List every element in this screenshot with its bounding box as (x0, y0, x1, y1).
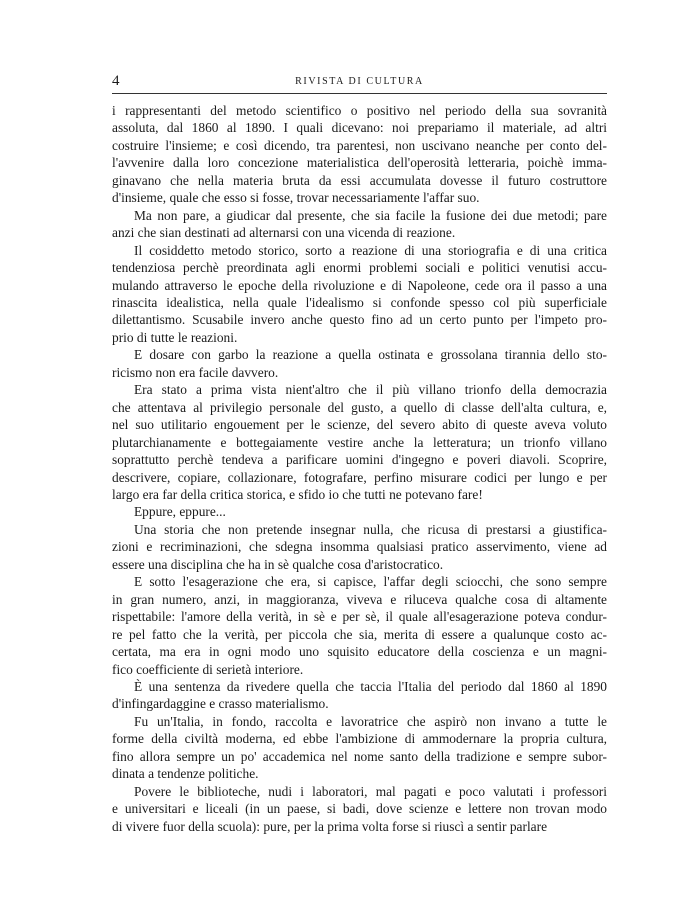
page-number: 4 (112, 73, 120, 89)
text-line: costruire l'insieme; e così dicendo, tra parentesi, non uscivano neanche per conto del- (112, 137, 607, 153)
text-line: di vivere fuor della scuola): pure, per la prima volta forse si riuscì a sentir parlare (112, 818, 548, 834)
text-line: forme della civiltà moderna, ed ebbe l'ambizione di ammodernare la propria cultura, (112, 731, 607, 747)
paragraph (112, 102, 607, 207)
text-line: re pel fatto che la verità, per piccola che sia, merita di essere a qualunque costo ac- (112, 626, 607, 642)
text-line: d'infingardaggine e crasso materialismo. (112, 696, 329, 712)
paragraph (112, 713, 607, 783)
text-line: Povere le biblioteche, nudi i laboratori, mal pagati e poco valutati i professori (134, 783, 607, 799)
text-line: descrivere, copiare, collazionare, fotografare, perfino misurare codici per lungo e per (112, 469, 607, 485)
text-line: nel suo utilitario engouement per le scienze, del severo abito di queste aveva voluto (112, 417, 607, 433)
text-line: Era stato a prima vista nient'altro che il più villano trionfo della democrazia (134, 382, 607, 398)
text-line: ricismo non era facile davvero. (112, 364, 279, 380)
body-text (112, 102, 607, 835)
paragraph (112, 346, 607, 381)
text-line: assoluta, dal 1860 al 1890. I quali dicevano: noi prepariamo il materiale, ad altri (112, 120, 607, 136)
paragraph (112, 783, 607, 835)
text-line: È una sentenza da rivedere quella che taccia l'Italia del periodo dal 1860 al 1890 (134, 678, 607, 694)
text-line: Una storia che non pretende insegnar nulla, che ricusa di prestarsi a giustifica- (134, 521, 607, 537)
text-line: E sotto l'esagerazione che era, si capisce, l'affar degli sciocchi, che sono sempre (134, 574, 607, 590)
text-line: Il cosiddetto metodo storico, sorto a reazione di una storiografia e di una critica (134, 242, 607, 258)
text-line: fino allora sempre un po' accademica nel nome santo della tradizione e sempre subor- (112, 748, 607, 764)
text-line: rinascita idealistica, nella quale l'idealismo si confonde spesso col più superficiale (112, 294, 607, 310)
running-title: RIVISTA DI CULTURA (295, 76, 424, 87)
text-line: i rappresentanti del metodo scientifico o positivo nel periodo della sua sovranità (112, 103, 607, 118)
text-line: essere una disciplina che ha in sè qualche cosa d'aristocratico. (112, 556, 444, 572)
text-line: mulando attraverso le epoche della rivoluzione e di Napoleone, cede ora il passo a una (112, 277, 607, 293)
text-line: in gran numero, anzi, in maggioranza, viveva e riluceva qualche cosa di altamente (112, 591, 607, 607)
paragraph (112, 242, 607, 347)
text-line: plutarchianamente e bottegaiamente vestire anche la letteratura; un trionfo villano (112, 434, 607, 450)
text-line: certata, ma era in ogni modo uno squisito educatore della coscienza e un magni- (112, 644, 607, 660)
paragraph (112, 207, 607, 242)
text-line: soprattutto perchè tendeva a parificare uomini d'ingegno e poveri diavoli. Scoprire, (112, 452, 607, 468)
paragraph (112, 381, 607, 503)
text-line: E dosare con garbo la reazione a quella ostinata e grossolana tirannia dello sto- (134, 347, 607, 363)
text-line: prio di tutte le reazioni. (112, 329, 238, 345)
text-line: dilettantismo. Scusabile invero anche questo fino ad un certo punto per l'impeto pro- (112, 312, 607, 328)
paragraph (112, 521, 607, 573)
text-line: l'avvenire dalla loro concezione materialistica dell'operosità letteraria, poichè imma- (112, 155, 607, 171)
text-line: largo era far della critica storica, e sfido io che tutti ne potevano fare! (112, 486, 483, 502)
header-rule (112, 93, 607, 94)
text-line: d'insieme, quale che esso si fosse, trovar necessariamente l'affar suo. (112, 190, 480, 206)
paragraph (112, 503, 607, 520)
page-header (112, 73, 607, 93)
text-line: Fu un'Italia, in fondo, raccolta e lavoratrice che aspirò non invano a tutte le (134, 713, 607, 729)
paragraph (112, 678, 607, 713)
text-line: ginavano che nella materia bruta da essi accumulata dovesse il futuro costruttore (112, 172, 607, 188)
text-line: che attentava al privilegio personale del gusto, a quello di classe dell'alta cultura, e, (112, 399, 607, 415)
text-line: zioni e recriminazioni, che sdegna insomma qualsiasi pratico asservimento, viene ad (112, 539, 607, 555)
text-line: dinata a tendenze politiche. (112, 766, 259, 782)
text-line: Ma non pare, a giudicar dal presente, che sia facile la fusione dei due metodi; pare (134, 207, 607, 223)
text-line: e universitari e liceali (in un paese, si badi, dove scienze e lettere non trovan modo (112, 801, 607, 817)
text-line: fico coefficiente di serietà interiore. (112, 661, 304, 677)
text-line: rispettabile: l'amore della verità, in sè e per sè, il quale all'esagerazione poteva condur- (112, 609, 607, 625)
text-line: Eppure, eppure... (134, 504, 226, 520)
text-line: anzi che sian destinati ad alternarsi con una vicenda di reazione. (112, 225, 456, 241)
paragraph (112, 573, 607, 678)
text-line: tendenziosa perchè preordinata agli enormi problemi sociali e politici venutisi accu- (112, 260, 607, 276)
